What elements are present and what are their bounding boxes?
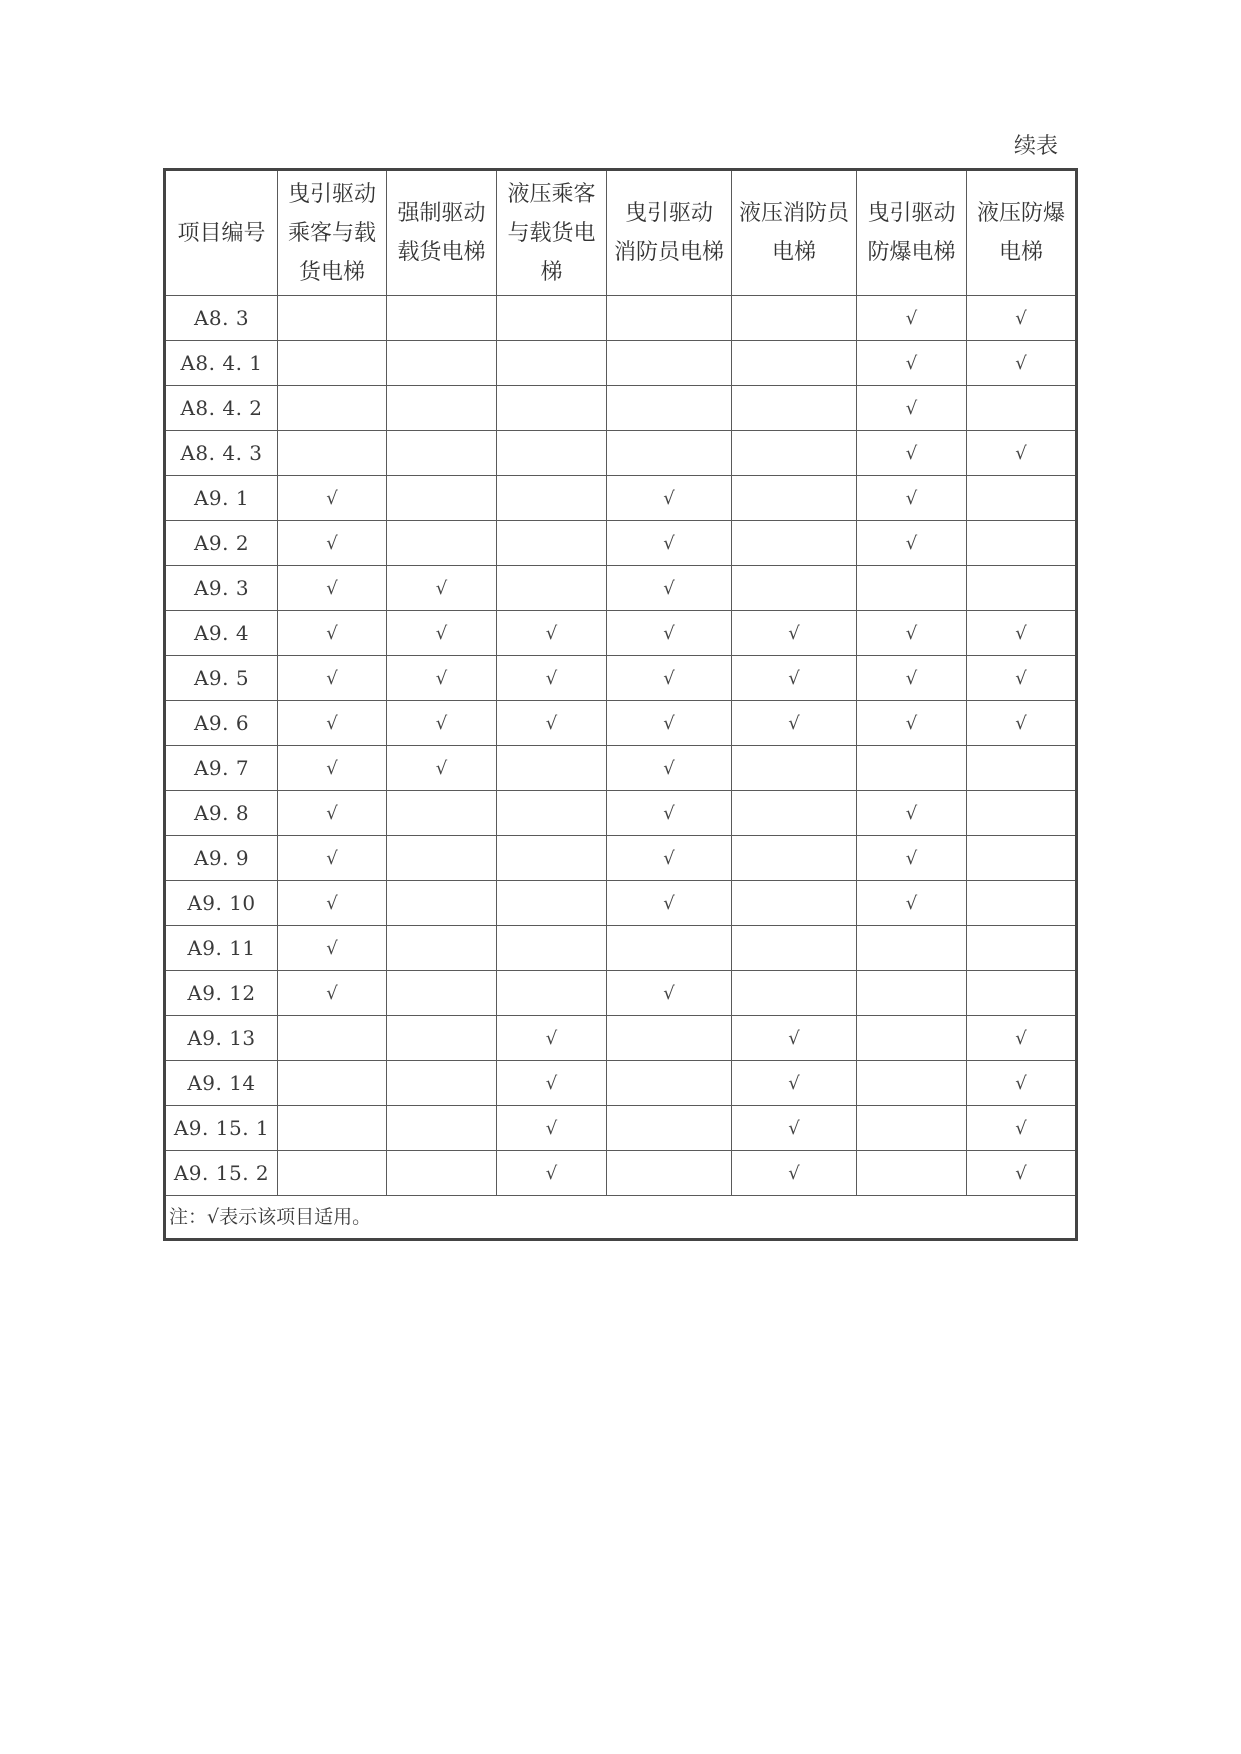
empty-cell <box>967 566 1077 611</box>
applicable-cell <box>967 1106 1077 1151</box>
empty-cell <box>278 1016 387 1061</box>
applicable-cell <box>607 656 732 701</box>
applicable-cell <box>857 611 967 656</box>
empty-cell <box>967 971 1077 1016</box>
empty-cell <box>387 881 497 926</box>
applicable-cell <box>857 386 967 431</box>
table-row <box>165 611 1077 656</box>
table-row <box>165 521 1077 566</box>
applicable-cell <box>967 1016 1077 1061</box>
applicable-cell <box>607 476 732 521</box>
applicable-cell <box>967 1061 1077 1106</box>
applicable-cell <box>387 746 497 791</box>
empty-cell <box>607 431 732 476</box>
check-mark-icon: √ <box>326 848 338 869</box>
applicable-cell <box>278 971 387 1016</box>
empty-cell <box>387 296 497 341</box>
empty-cell <box>857 1151 967 1196</box>
check-mark-icon: √ <box>1015 443 1027 464</box>
applicable-cell <box>497 656 607 701</box>
column-header-line: 电梯 <box>771 240 816 265</box>
empty-cell <box>857 971 967 1016</box>
applicable-cell <box>732 701 857 746</box>
empty-cell <box>497 386 607 431</box>
empty-cell <box>387 386 497 431</box>
empty-cell <box>732 386 857 431</box>
applicable-cell <box>607 746 732 791</box>
table-row <box>165 791 1077 836</box>
empty-cell <box>732 881 857 926</box>
empty-cell <box>857 1016 967 1061</box>
column-header-elevator-type <box>732 170 857 296</box>
empty-cell <box>387 1016 497 1061</box>
empty-cell <box>732 296 857 341</box>
empty-cell <box>607 386 732 431</box>
table-row <box>165 926 1077 971</box>
check-mark-icon: √ <box>326 938 338 959</box>
column-header-line: 液压消防员 <box>738 201 849 226</box>
note-row <box>165 1196 1077 1240</box>
empty-cell <box>732 521 857 566</box>
item-code-cell: A9. 10 <box>165 881 278 926</box>
item-code-cell: A9. 13 <box>165 1016 278 1061</box>
column-header-line: 梯 <box>540 259 563 285</box>
applicable-cell <box>857 836 967 881</box>
applicable-cell <box>278 521 387 566</box>
check-mark-icon: √ <box>905 443 918 464</box>
check-mark-icon: √ <box>663 533 675 554</box>
column-header-elevator-type <box>857 170 967 296</box>
empty-cell <box>967 791 1077 836</box>
check-mark-icon: √ <box>905 893 918 914</box>
table-row <box>165 341 1077 386</box>
applicable-cell <box>857 476 967 521</box>
table-row <box>165 296 1077 341</box>
empty-cell <box>967 836 1077 881</box>
item-code-cell: A8. 4. 1 <box>165 341 278 386</box>
check-mark-icon: √ <box>905 488 918 509</box>
empty-cell <box>387 1061 497 1106</box>
applicable-cell <box>857 656 967 701</box>
empty-cell <box>497 971 607 1016</box>
applicable-cell <box>387 701 497 746</box>
empty-cell <box>387 971 497 1016</box>
check-mark-icon: √ <box>905 533 918 554</box>
applicable-cell <box>278 836 387 881</box>
empty-cell <box>857 566 967 611</box>
item-code-cell: A9. 7 <box>165 746 278 791</box>
column-header-line: 货电梯 <box>298 259 365 285</box>
check-mark-icon: √ <box>1015 668 1027 689</box>
empty-cell <box>387 1106 497 1151</box>
item-code-cell: A9. 15. 2 <box>165 1151 278 1196</box>
check-mark-icon: √ <box>326 488 338 509</box>
table-row <box>165 1016 1077 1061</box>
check-mark-icon: √ <box>326 578 338 599</box>
empty-cell <box>857 1106 967 1151</box>
empty-cell <box>732 926 857 971</box>
column-header-elevator-type <box>967 170 1077 296</box>
empty-cell <box>387 431 497 476</box>
check-mark-icon: √ <box>545 668 558 689</box>
check-mark-icon: √ <box>545 1163 558 1184</box>
applicable-cell <box>497 1061 607 1106</box>
check-mark-icon: √ <box>788 668 800 689</box>
applicable-cell <box>497 1106 607 1151</box>
applicable-cell <box>857 791 967 836</box>
applicable-cell <box>497 611 607 656</box>
check-mark-icon: √ <box>435 758 448 779</box>
applicable-cell <box>732 1061 857 1106</box>
empty-cell <box>497 476 607 521</box>
applicable-cell <box>857 881 967 926</box>
column-header-item-code <box>165 170 278 296</box>
check-mark-icon: √ <box>326 983 338 1004</box>
column-header-elevator-type <box>607 170 732 296</box>
table-header <box>165 170 1077 296</box>
empty-cell <box>967 476 1077 521</box>
table-row <box>165 746 1077 791</box>
empty-cell <box>967 746 1077 791</box>
check-mark-icon: √ <box>788 713 800 734</box>
check-mark-icon: √ <box>905 803 918 824</box>
item-code-cell: A9. 4 <box>165 611 278 656</box>
empty-cell <box>497 836 607 881</box>
check-mark-icon: √ <box>1015 1163 1027 1184</box>
check-mark-icon: √ <box>905 713 918 734</box>
applicable-cell <box>607 701 732 746</box>
applicable-cell <box>857 296 967 341</box>
empty-cell <box>497 746 607 791</box>
applicable-cell <box>278 701 387 746</box>
applicable-cell <box>607 521 732 566</box>
empty-cell <box>387 476 497 521</box>
check-mark-icon: √ <box>435 578 448 599</box>
applicable-cell <box>497 701 607 746</box>
item-code-cell: A8. 3 <box>165 296 278 341</box>
check-mark-icon: √ <box>1015 1118 1027 1139</box>
applicable-cell <box>857 431 967 476</box>
check-mark-icon: √ <box>663 848 675 869</box>
applicable-cell <box>967 656 1077 701</box>
check-mark-icon: √ <box>435 713 448 734</box>
empty-cell <box>387 836 497 881</box>
check-mark-icon: √ <box>788 1073 800 1094</box>
check-mark-icon: √ <box>435 623 448 644</box>
applicable-cell <box>967 701 1077 746</box>
check-mark-icon: √ <box>435 668 448 689</box>
column-header-line: 曳引驱动 <box>624 201 713 226</box>
check-mark-icon: √ <box>326 533 338 554</box>
applicable-cell <box>967 1151 1077 1196</box>
table-row <box>165 431 1077 476</box>
check-mark-icon: √ <box>788 1163 800 1184</box>
check-mark-icon: √ <box>663 668 675 689</box>
table-row <box>165 1061 1077 1106</box>
applicable-cell <box>497 1016 607 1061</box>
empty-cell <box>607 1151 732 1196</box>
empty-cell <box>278 296 387 341</box>
check-mark-icon: √ <box>545 1118 558 1139</box>
empty-cell <box>278 341 387 386</box>
applicable-cell <box>607 836 732 881</box>
check-mark-icon: √ <box>905 848 918 869</box>
check-mark-icon: √ <box>663 578 675 599</box>
item-code-cell: A9. 12 <box>165 971 278 1016</box>
applicable-cell <box>607 791 732 836</box>
empty-cell <box>967 926 1077 971</box>
table-note: 注：√表示该项目适用。 <box>165 1196 1077 1240</box>
column-header-line: 乘客与载 <box>287 220 376 246</box>
empty-cell <box>732 566 857 611</box>
column-header-elevator-type <box>278 170 387 296</box>
empty-cell <box>497 296 607 341</box>
column-header-line: 液压防爆 <box>976 201 1065 226</box>
item-code-cell: A9. 5 <box>165 656 278 701</box>
check-mark-icon: √ <box>663 713 675 734</box>
empty-cell <box>732 476 857 521</box>
empty-cell <box>732 791 857 836</box>
check-mark-icon: √ <box>1015 353 1027 374</box>
column-header-line: 电梯 <box>998 240 1043 265</box>
applicable-cell <box>278 566 387 611</box>
item-code-cell: A9. 11 <box>165 926 278 971</box>
empty-cell <box>857 746 967 791</box>
applicable-cell <box>967 341 1077 386</box>
table-row <box>165 656 1077 701</box>
empty-cell <box>732 971 857 1016</box>
empty-cell <box>732 836 857 881</box>
column-header-line: 液压乘客 <box>507 181 596 207</box>
check-mark-icon: √ <box>545 623 558 644</box>
applicable-cell <box>967 296 1077 341</box>
empty-cell <box>607 1016 732 1061</box>
applicable-cell <box>278 611 387 656</box>
column-header-line: 强制驱动 <box>397 201 486 226</box>
applicable-cell <box>607 566 732 611</box>
applicable-cell <box>278 656 387 701</box>
check-mark-icon: √ <box>663 803 675 824</box>
applicable-cell <box>278 881 387 926</box>
check-mark-icon: √ <box>326 803 338 824</box>
empty-cell <box>387 926 497 971</box>
check-mark-icon: √ <box>1015 623 1027 644</box>
applicable-cell <box>278 746 387 791</box>
check-mark-icon: √ <box>905 398 918 419</box>
empty-cell <box>278 431 387 476</box>
applicable-cell <box>278 476 387 521</box>
check-mark-icon: √ <box>326 758 338 779</box>
check-mark-icon: √ <box>326 668 338 689</box>
check-mark-icon: √ <box>1015 1028 1027 1049</box>
column-header-line: 项目编号 <box>177 220 266 246</box>
check-mark-icon: √ <box>326 713 338 734</box>
applicable-cell <box>967 431 1077 476</box>
applicable-cell <box>857 701 967 746</box>
check-mark-icon: √ <box>1015 308 1027 329</box>
applicable-cell <box>857 341 967 386</box>
empty-cell <box>278 386 387 431</box>
empty-cell <box>497 566 607 611</box>
empty-cell <box>387 1151 497 1196</box>
check-mark-icon: √ <box>1015 713 1027 734</box>
applicable-cell <box>857 521 967 566</box>
item-code-cell: A9. 1 <box>165 476 278 521</box>
column-header-elevator-type <box>387 170 497 296</box>
empty-cell <box>497 791 607 836</box>
item-code-cell: A9. 9 <box>165 836 278 881</box>
empty-cell <box>607 296 732 341</box>
empty-cell <box>967 386 1077 431</box>
item-code-cell: A9. 14 <box>165 1061 278 1106</box>
empty-cell <box>497 926 607 971</box>
check-mark-icon: √ <box>788 623 800 644</box>
column-header-line: 消防员电梯 <box>613 240 724 265</box>
empty-cell <box>497 341 607 386</box>
check-mark-icon: √ <box>663 893 675 914</box>
applicable-cell <box>732 1016 857 1061</box>
applicable-cell <box>278 926 387 971</box>
check-mark-icon: √ <box>545 1028 558 1049</box>
item-code-cell: A8. 4. 2 <box>165 386 278 431</box>
empty-cell <box>967 881 1077 926</box>
empty-cell <box>607 1061 732 1106</box>
check-mark-icon: √ <box>1015 1073 1027 1094</box>
empty-cell <box>387 791 497 836</box>
check-mark-icon: √ <box>905 308 918 329</box>
check-mark-icon: √ <box>663 758 675 779</box>
header-row <box>165 170 1077 296</box>
item-code-cell: A8. 4. 3 <box>165 431 278 476</box>
table-row <box>165 1151 1077 1196</box>
column-header-line: 曳引驱动 <box>867 201 956 226</box>
table-row <box>165 1106 1077 1151</box>
applicable-cell <box>387 611 497 656</box>
table-row <box>165 701 1077 746</box>
check-mark-icon: √ <box>905 668 918 689</box>
empty-cell <box>732 341 857 386</box>
table-body <box>165 296 1077 1240</box>
table-row <box>165 881 1077 926</box>
check-mark-icon: √ <box>545 713 558 734</box>
applicability-table <box>163 168 1078 1241</box>
check-mark-icon: √ <box>663 983 675 1004</box>
empty-cell <box>732 746 857 791</box>
check-mark-icon: √ <box>663 488 675 509</box>
table-row <box>165 836 1077 881</box>
empty-cell <box>278 1061 387 1106</box>
check-mark-icon: √ <box>905 353 918 374</box>
empty-cell <box>387 521 497 566</box>
continued-table-label: 续表 <box>1013 134 1058 159</box>
empty-cell <box>967 521 1077 566</box>
check-mark-icon: √ <box>326 893 338 914</box>
table-row <box>165 971 1077 1016</box>
item-code-cell: A9. 8 <box>165 791 278 836</box>
applicable-cell <box>732 1106 857 1151</box>
table-row <box>165 566 1077 611</box>
empty-cell <box>387 341 497 386</box>
applicable-cell <box>278 791 387 836</box>
column-header-line: 载货电梯 <box>397 240 486 265</box>
empty-cell <box>278 1106 387 1151</box>
check-mark-icon: √ <box>788 1118 800 1139</box>
empty-cell <box>732 431 857 476</box>
empty-cell <box>607 1106 732 1151</box>
item-code-cell: A9. 15. 1 <box>165 1106 278 1151</box>
column-header-line: 曳引驱动 <box>287 181 376 207</box>
table-row <box>165 386 1077 431</box>
item-code-cell: A9. 3 <box>165 566 278 611</box>
applicable-cell <box>607 611 732 656</box>
applicable-cell <box>732 611 857 656</box>
empty-cell <box>278 1151 387 1196</box>
check-mark-icon: √ <box>663 623 675 644</box>
check-mark-icon: √ <box>788 1028 800 1049</box>
column-header-elevator-type <box>497 170 607 296</box>
applicable-cell <box>607 881 732 926</box>
applicable-cell <box>387 656 497 701</box>
applicable-cell <box>607 971 732 1016</box>
item-code-cell: A9. 6 <box>165 701 278 746</box>
item-code-cell: A9. 2 <box>165 521 278 566</box>
applicable-cell <box>732 1151 857 1196</box>
empty-cell <box>607 341 732 386</box>
empty-cell <box>857 1061 967 1106</box>
applicable-cell <box>387 566 497 611</box>
applicable-cell <box>497 1151 607 1196</box>
applicable-cell <box>967 611 1077 656</box>
empty-cell <box>857 926 967 971</box>
empty-cell <box>497 521 607 566</box>
column-header-line: 防爆电梯 <box>867 240 956 265</box>
check-mark-icon: √ <box>326 623 338 644</box>
empty-cell <box>497 881 607 926</box>
empty-cell <box>497 431 607 476</box>
check-mark-icon: √ <box>545 1073 558 1094</box>
column-header-line: 与载货电 <box>507 220 596 246</box>
applicable-cell <box>732 656 857 701</box>
table-row <box>165 476 1077 521</box>
check-mark-icon: √ <box>905 623 918 644</box>
empty-cell <box>607 926 732 971</box>
